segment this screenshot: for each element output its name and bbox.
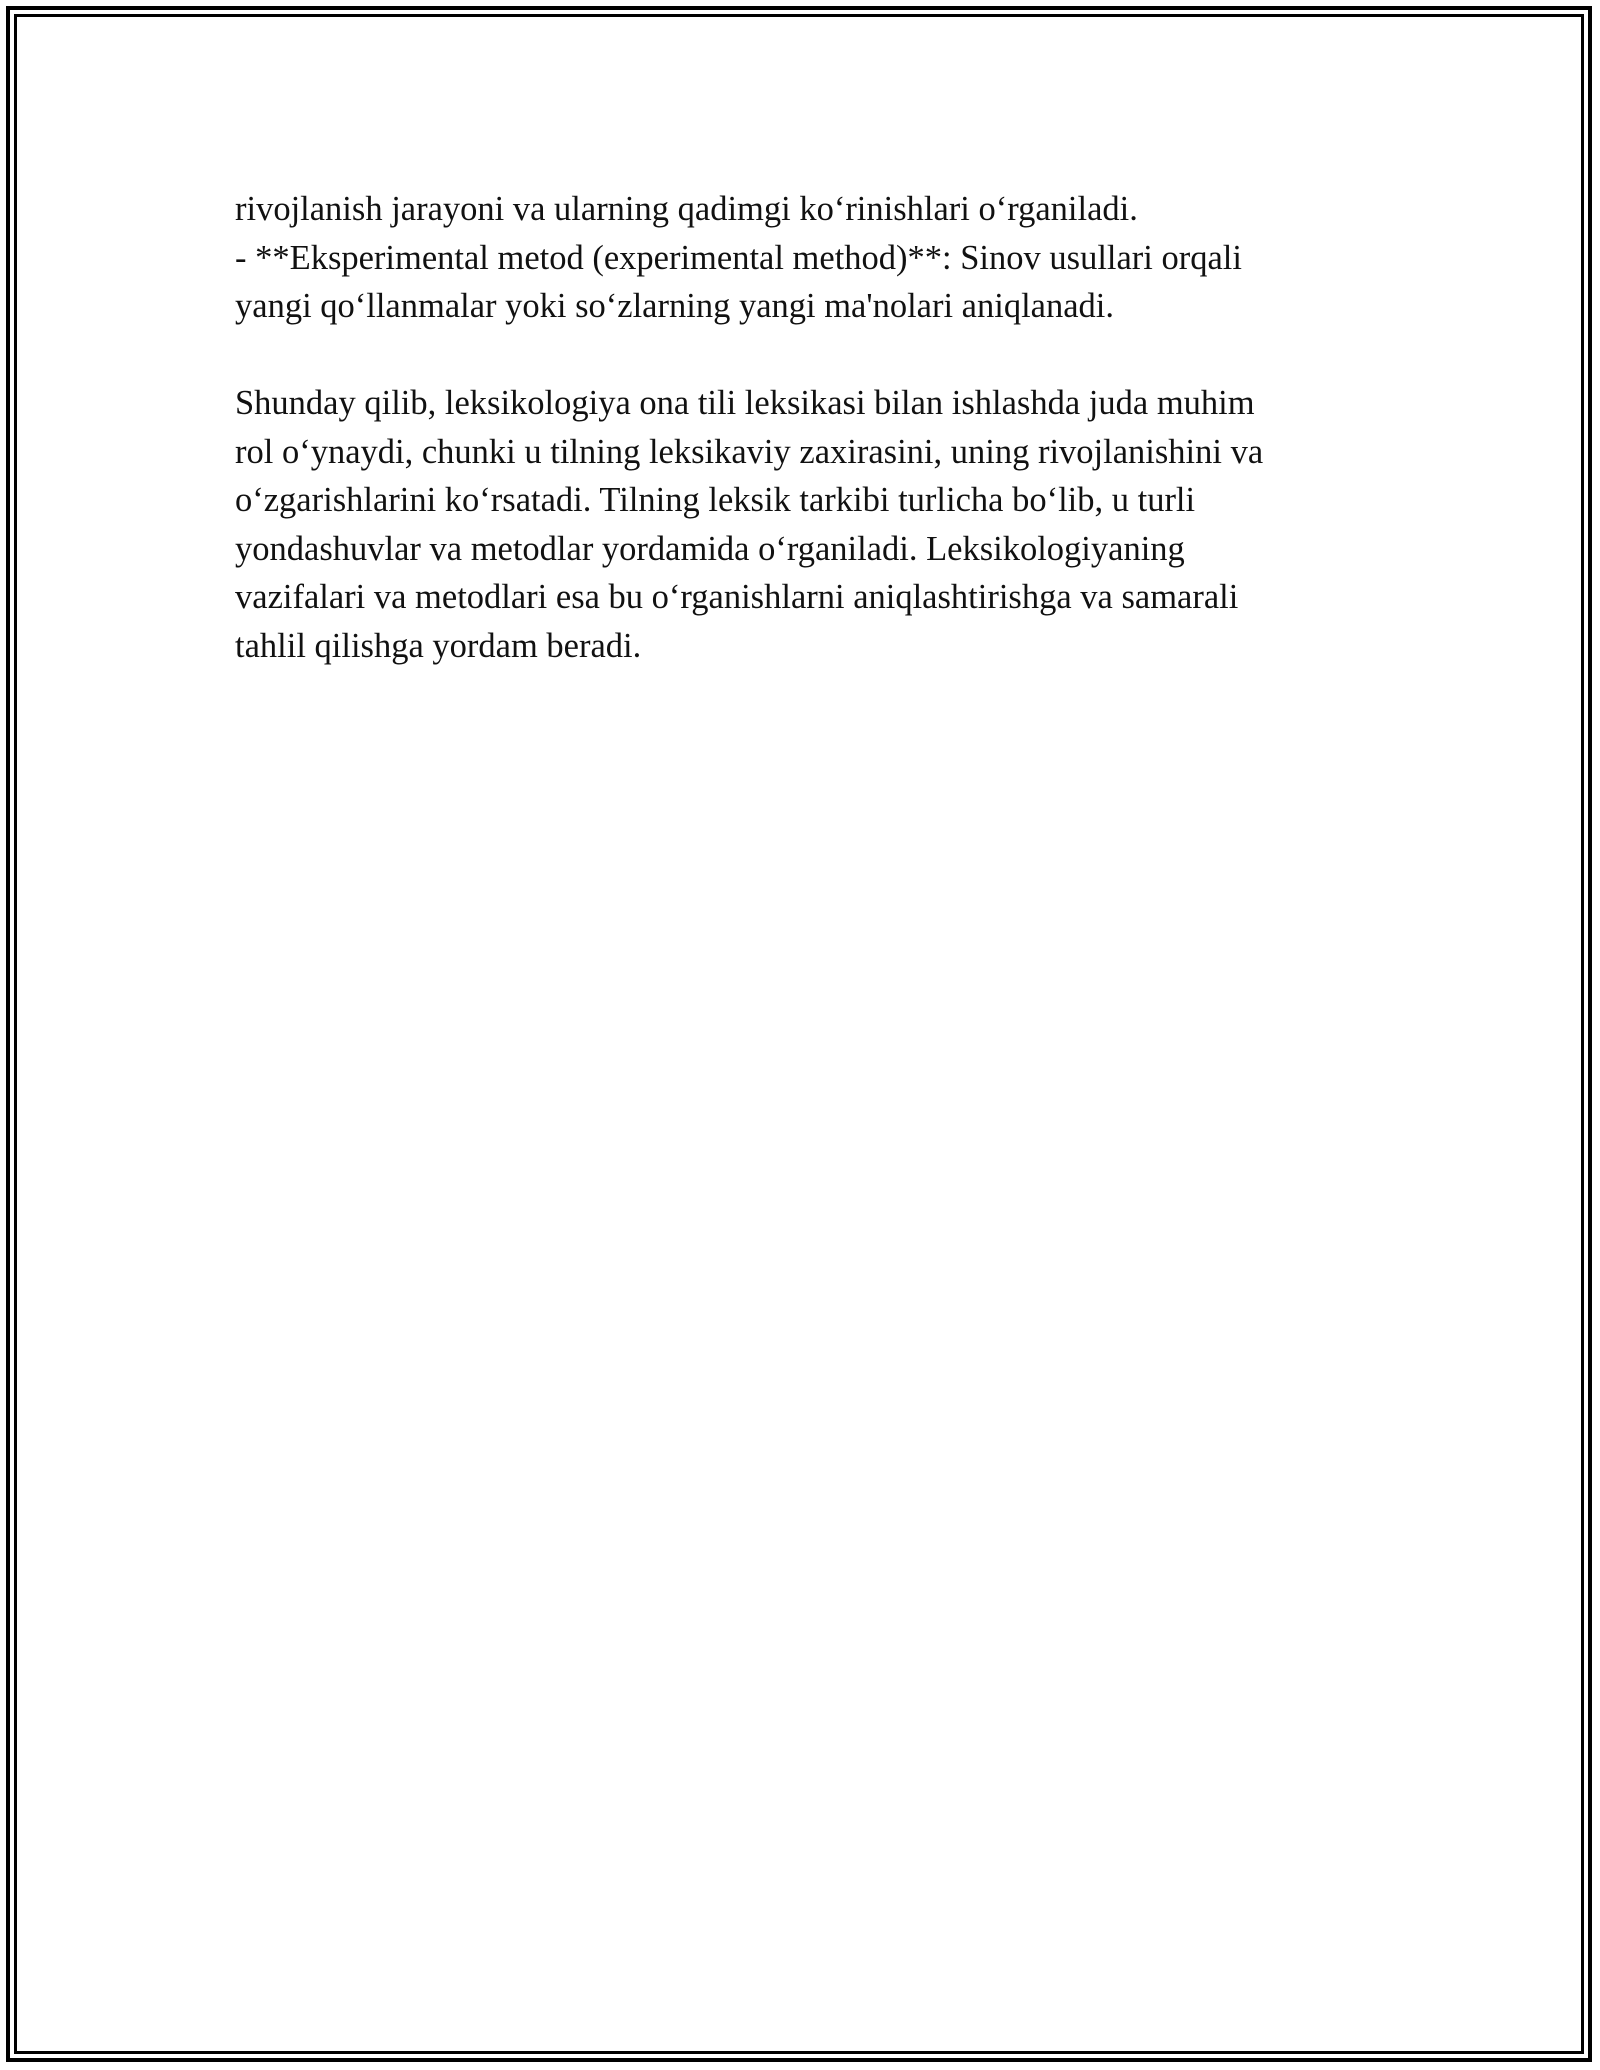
paragraph-conclusion bbox=[235, 379, 1365, 670]
text-line: - **Eksperimental metod (experimental method)**: Sinov usullari orqali bbox=[235, 238, 1242, 277]
paragraph-method-list bbox=[235, 185, 1365, 331]
text-line: tahlil qilishga yordam beradi. bbox=[235, 626, 642, 665]
text-line: rol o‘ynaydi, chunki u tilning leksikaviy zaxirasini, uning rivojlanishini va bbox=[235, 432, 1264, 471]
document-body bbox=[235, 185, 1365, 670]
text-line: yangi qo‘llanmalar yoki so‘zlarning yangi ma'nolari aniqlanadi. bbox=[235, 287, 1114, 325]
text-line: yondashuvlar va metodlar yordamida o‘rganiladi. Leksikologiyaning bbox=[235, 529, 1185, 568]
paragraph-spacer bbox=[235, 331, 1365, 380]
text-line: vazifalari va metodlari esa bu o‘rganishlarni aniqlashtirishga va samarali bbox=[235, 578, 1239, 616]
text-line: Shunday qilib, leksikologiya ona tili leksikasi bilan ishlashda juda muhim bbox=[235, 384, 1255, 422]
text-line: o‘zgarishlarini ko‘rsatadi. Tilning leksik tarkibi turlicha bo‘lib, u turli bbox=[235, 481, 1196, 519]
text-line: rivojlanish jarayoni va ularning qadimgi ko‘rinishlari o‘rganiladi. bbox=[235, 190, 1138, 228]
